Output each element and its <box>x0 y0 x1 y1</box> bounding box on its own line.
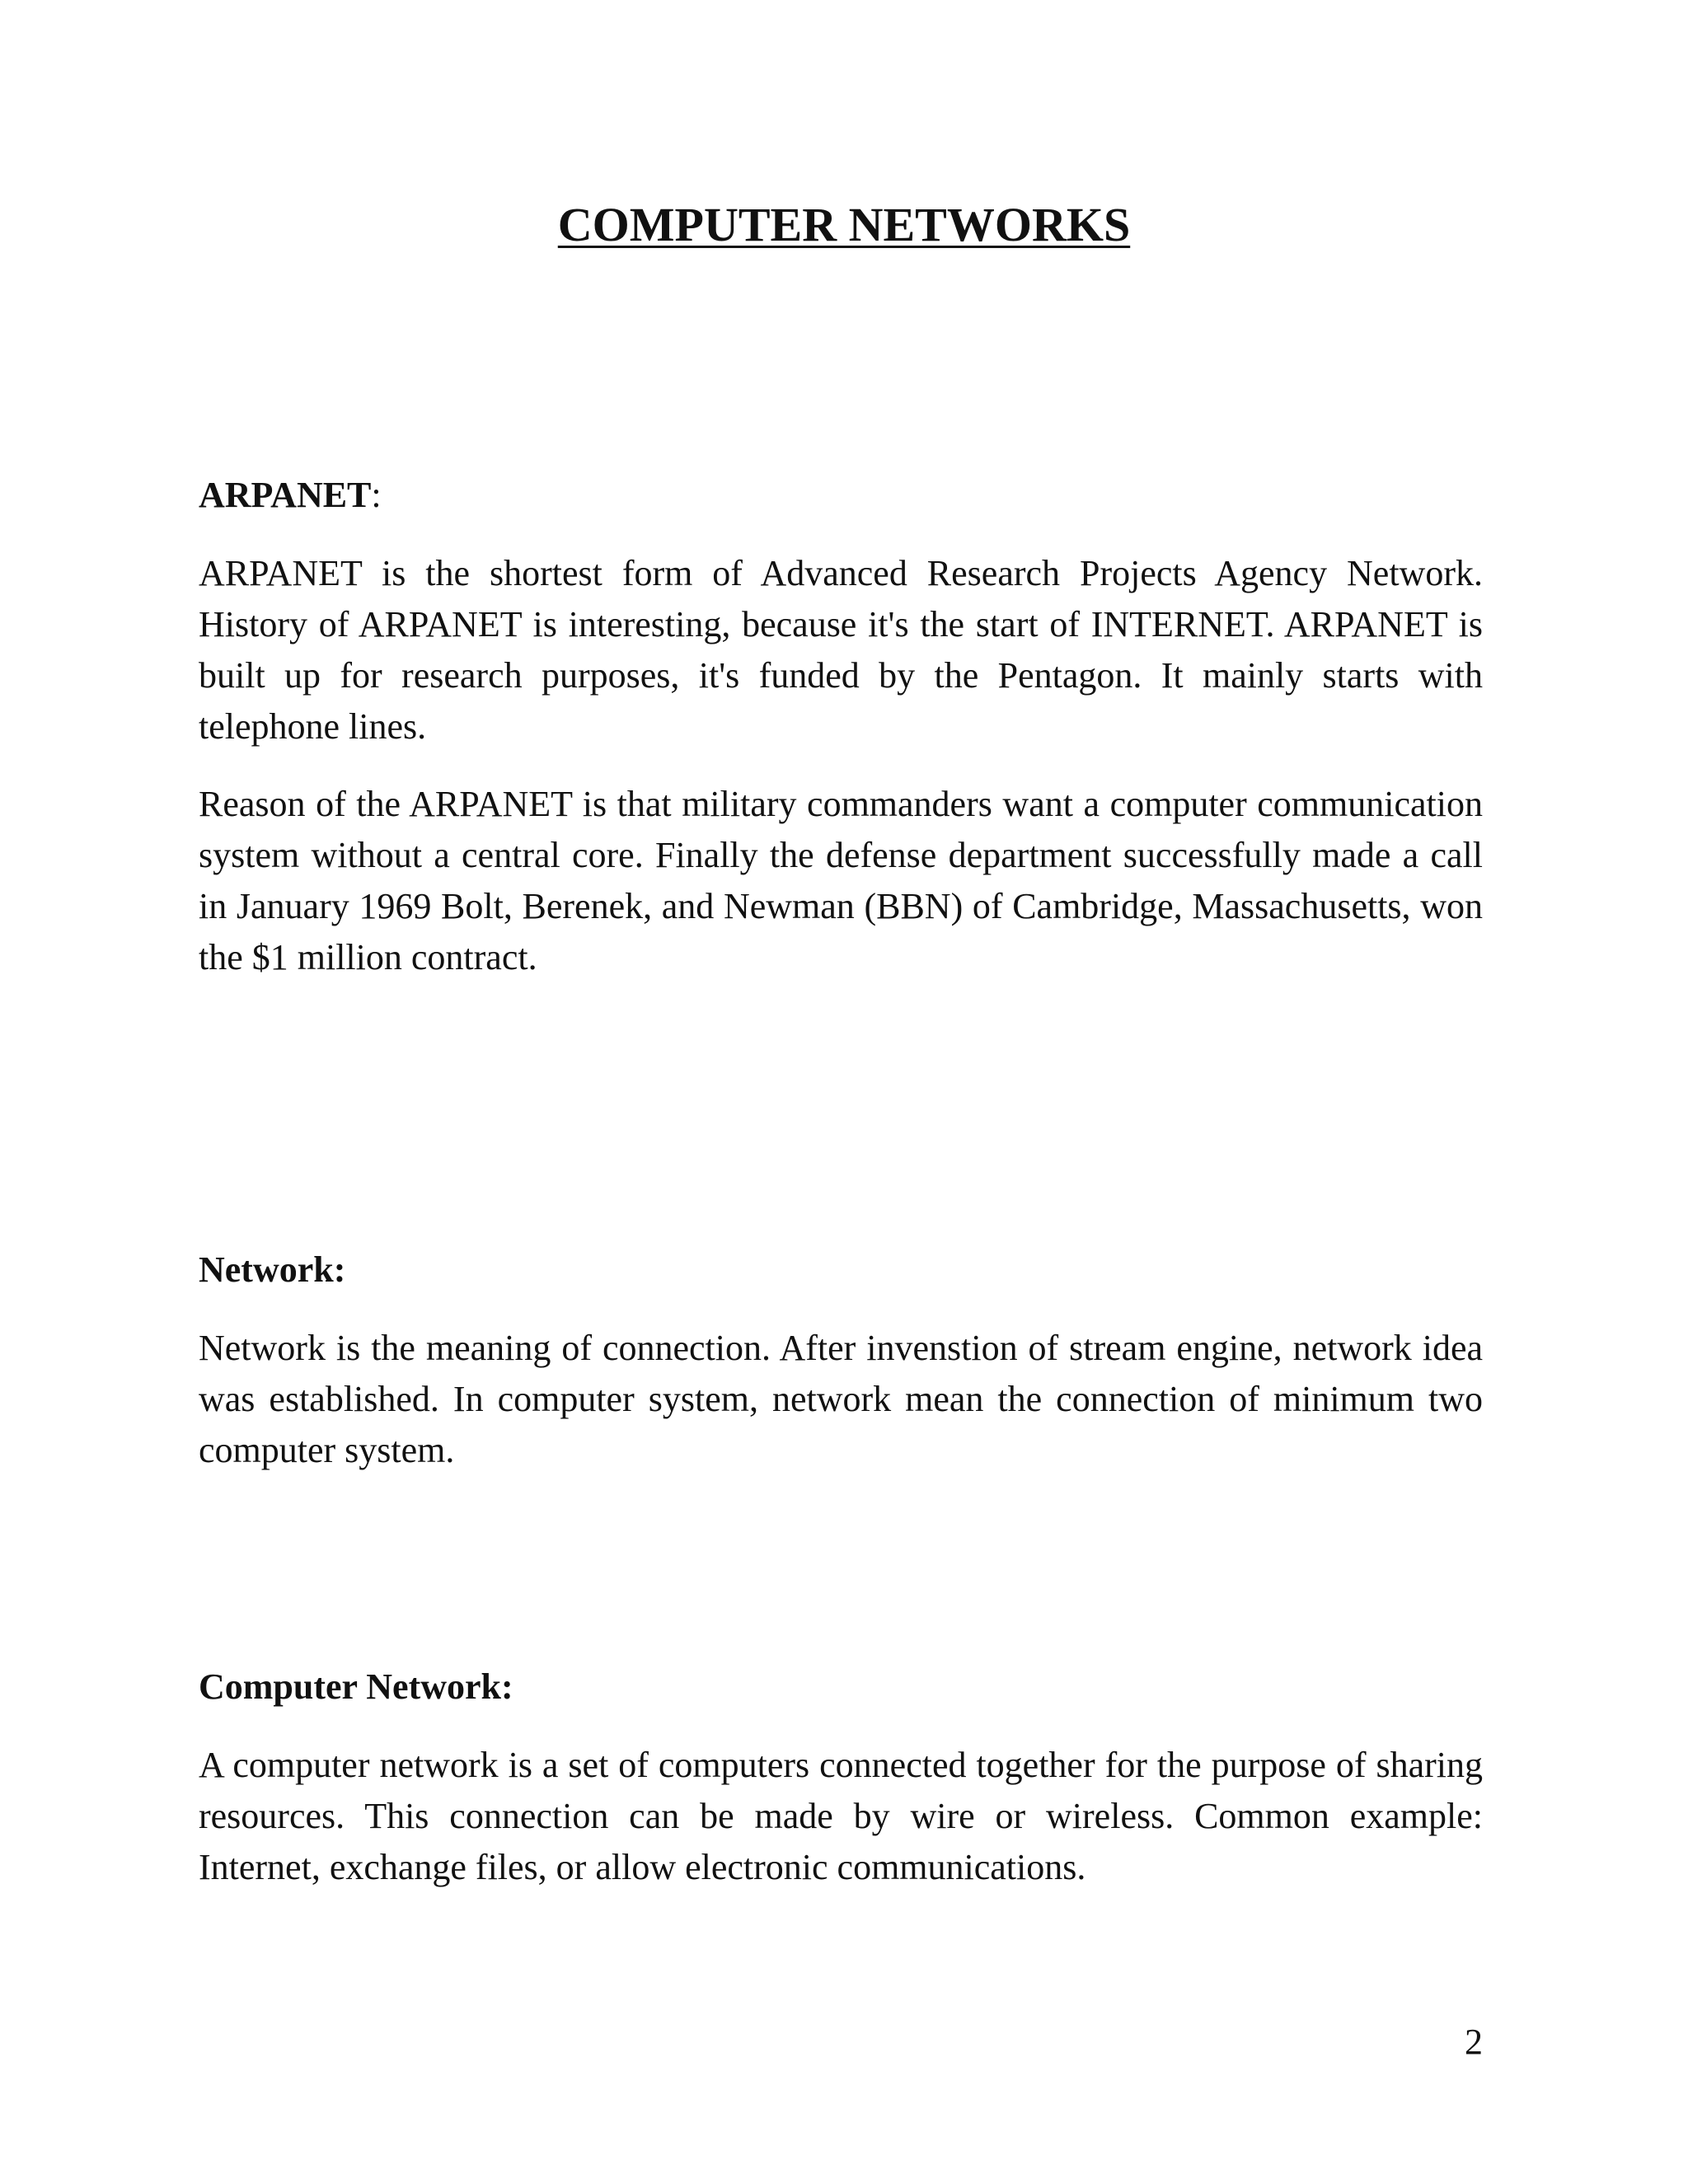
paragraph-arpanet-2: Reason of the ARPANET is that military commanders want a computer communication system without a central core. Finally the defense department successfully made a call in January 1969 Bolt, Berenek, and Newman (BBN) of Cambridge, Massachusetts, won the $1 million contract. <box>199 784 1483 977</box>
paragraph-network-1: Network is the meaning of connection. After invenstion of stream engine, network idea was established. In computer system, network mean the connection of minimum two computer system. <box>199 1328 1483 1470</box>
section-heading-network: Network: <box>199 1249 346 1290</box>
paragraph-computer-network-1: A computer network is a set of computers connected together for the purpose of sharing resources. This connection can be made by wire or wireless. Common example: Internet, exchange files, or allow electronic communications. <box>199 1745 1483 1887</box>
page-title: COMPUTER NETWORKS <box>557 198 1131 251</box>
paragraph-arpanet-1: ARPANET is the shortest form of Advanced Research Projects Agency Network. History of ARPANET is interesting, because it's the start of INTERNET. ARPANET is built up for research purposes, it's funded by the Pentagon. It mainly starts with telephone lines. <box>199 553 1483 747</box>
section-heading-arpanet-text: ARPANET <box>199 475 372 515</box>
section-heading-arpanet-colon: : <box>371 475 382 515</box>
section-network <box>199 1247 1483 1476</box>
section-heading-computer-network: Computer Network: <box>199 1666 513 1707</box>
section-arpanet <box>199 472 1483 983</box>
section-heading-arpanet <box>199 472 1483 518</box>
section-computer-network <box>199 1664 1483 1893</box>
page-number: 2 <box>1465 2022 1483 2062</box>
